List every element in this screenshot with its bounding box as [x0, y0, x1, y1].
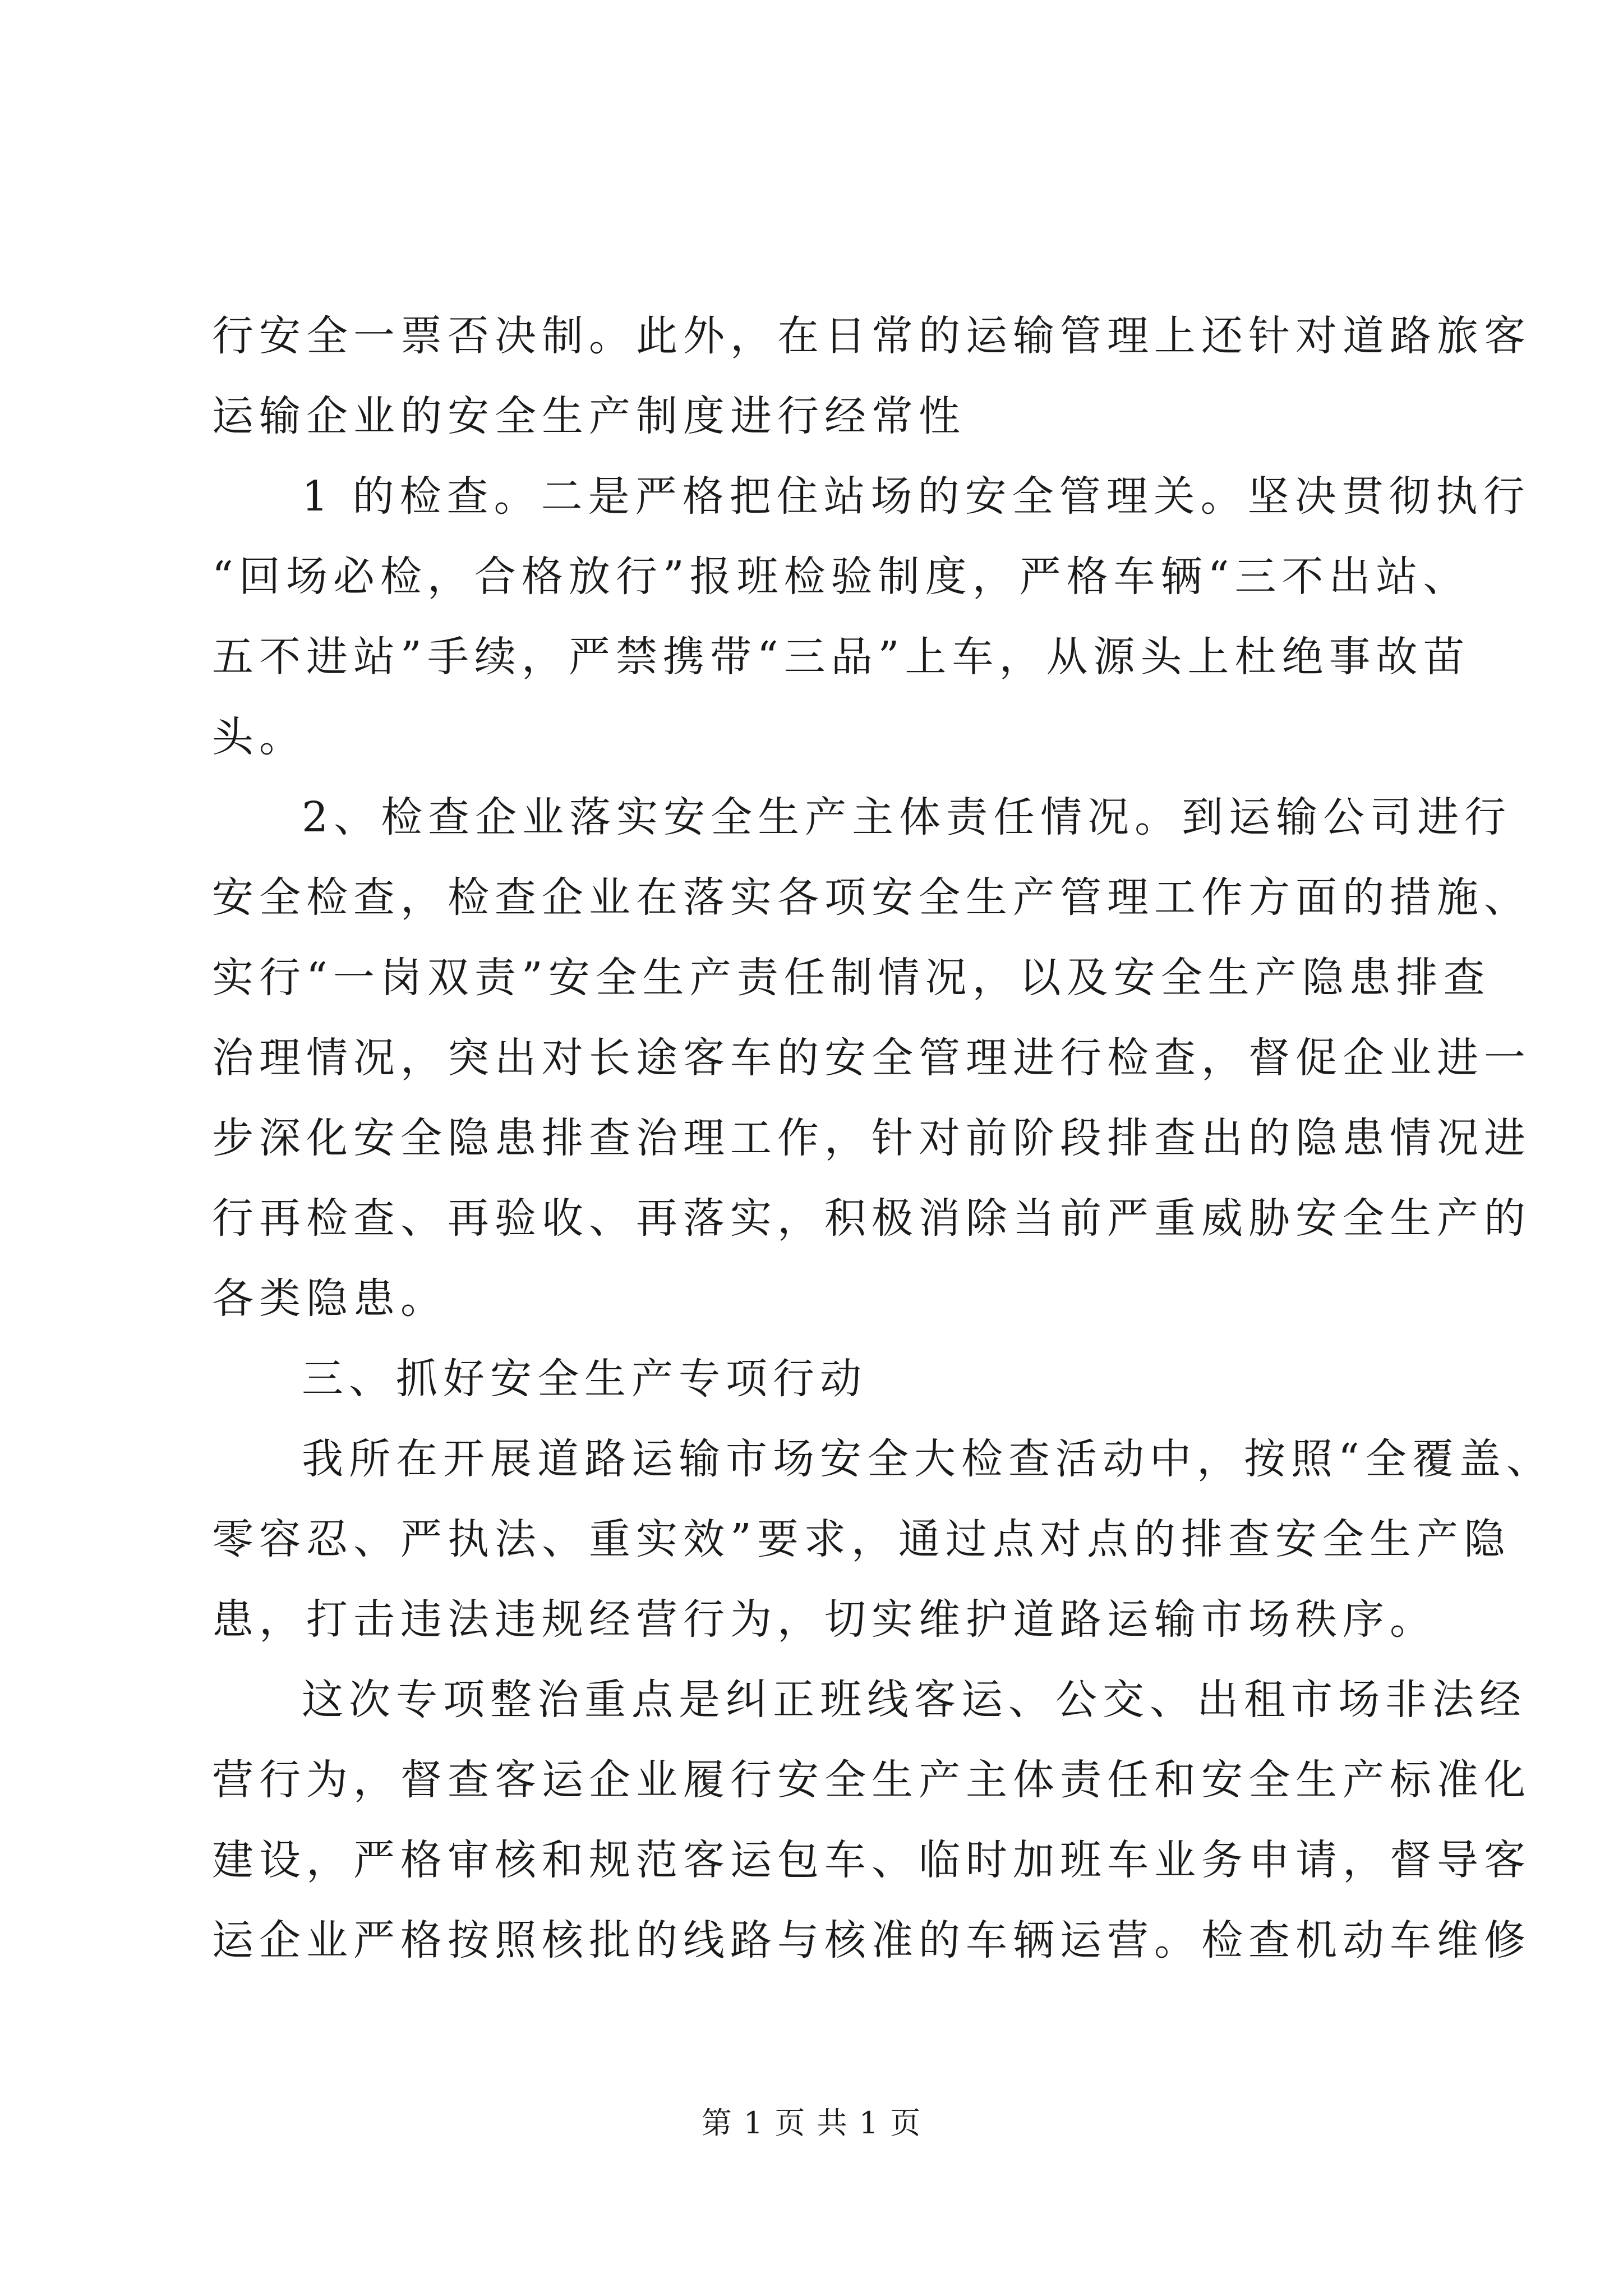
text-line: 行再检查、再验收、再落实，积极消除当前严重威胁安全生产的	[212, 1194, 1531, 1243]
document-body	[212, 296, 1553, 1981]
text-line: 建设，严格审核和规范客运包车、临时加班车业务申请，督导客	[212, 1836, 1531, 1884]
text-line: 患，打击违法违规经营行为，切实维护道路运输市场秩序。	[212, 1595, 1437, 1644]
text-line: 零容忍、严执法、重实效”要求，通过点对点的排查安全生产隐	[212, 1515, 1511, 1563]
text-line: “回场必检，合格放行”报班检验制度，严格车辆“三不出站、	[212, 553, 1470, 601]
text-line: 五不进站”手续，严禁携带“三品”上车，从源头上杜绝事故苗	[212, 633, 1470, 681]
section-heading: 三、抓好安全生产专项行动	[302, 1355, 867, 1403]
text-line: 各类隐患。	[212, 1274, 448, 1323]
text-line: 安全检查，检查企业在落实各项安全生产管理工作方面的措施、	[212, 873, 1531, 922]
text-line: 头。	[212, 713, 306, 761]
text-line: 营行为，督查客运企业履行安全生产主体责任和安全生产标准化	[212, 1756, 1531, 1804]
text-line: 运企业严格按照核批的线路与核准的车辆运营。检查机动车维修	[212, 1916, 1531, 1964]
text-line: 实行“一岗双责”安全生产责任制情况，以及安全生产隐患排查	[212, 954, 1491, 1002]
text-line: 2、检查企业落实安全生产主体责任情况。到运输公司进行	[302, 793, 1512, 841]
text-line: 这次专项整治重点是纠正班线客运、公交、出租市场非法经	[302, 1676, 1527, 1724]
text-line: 行安全一票否决制。此外，在日常的运输管理上还针对道路旅客	[212, 312, 1531, 360]
text-line: 我所在开展道路运输市场安全大检查活动中，按照“全覆盖、	[302, 1435, 1553, 1483]
text-line: 治理情况，突出对长途客车的安全管理进行检查，督促企业进一	[212, 1034, 1531, 1082]
text-line: 步深化安全隐患排查治理工作，针对前阶段排查出的隐患情况进	[212, 1114, 1531, 1162]
page-footer: 第 1 页 共 1 页	[701, 2105, 922, 2141]
text-line: 运输企业的安全生产制度进行经常性	[212, 392, 966, 440]
text-line: 1 的检查。二是严格把住站场的安全管理关。坚决贯彻执行	[302, 472, 1530, 521]
